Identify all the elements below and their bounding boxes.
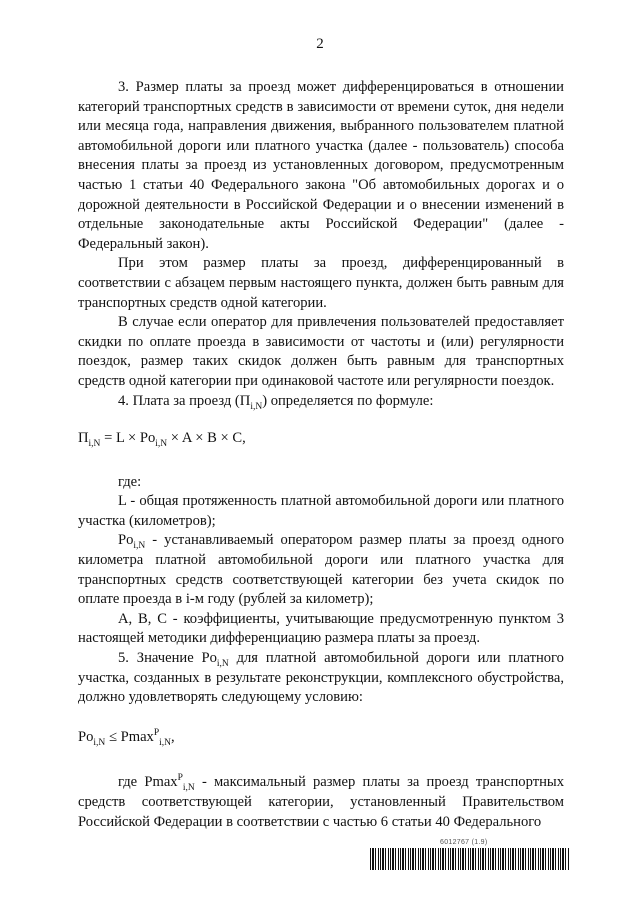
definition-Po: [78, 531, 564, 609]
formula-term: × A × B × C,: [167, 430, 246, 447]
subscript: i,N: [155, 439, 168, 449]
subscript: i,N: [133, 541, 146, 552]
formula-condition: [78, 728, 564, 748]
definition-term: Po: [118, 532, 134, 549]
where-label: где:: [118, 473, 142, 490]
definition-text: - устанавливаемый оператором размер платы за проезд одного километра платной автомобильной дороги или платного участка для транспортных средств соответствующей категории без учета скидок по оплате проезда в i-м году (рублей за километр);: [78, 532, 564, 608]
superscript: P: [153, 727, 160, 738]
subscript: i,N: [182, 783, 195, 794]
document-code: 6012767 (1.9): [440, 839, 488, 846]
formula-term: Po: [78, 728, 94, 745]
paragraph-4-text-end: ) определяется по формуле:: [262, 392, 434, 409]
paragraph-5: [78, 649, 564, 708]
definition-ABC: A, B, C - коэффициенты, учитывающие предусмотренную пунктом 3 настоящей методики дифференциацию размера платы за проезд.: [78, 610, 564, 647]
formula-term: П: [78, 430, 89, 447]
paragraph-5-text-end: для платной автомобильной дороги или платного участка, созданных в результате реконструкции, комплексного обустройства, должно удовлетворять следующему условию:: [78, 650, 564, 706]
paragraph-6: [78, 773, 564, 832]
page-number: 2: [316, 36, 324, 52]
paragraph-4: [78, 392, 564, 412]
formula-term: = L × Po: [100, 430, 156, 447]
definition-L: L - общая протяженность платной автомобильной дороги или платного участка (километров);: [78, 493, 564, 529]
formula-payment: [78, 429, 564, 449]
barcode: [370, 848, 570, 870]
superscript: P: [177, 773, 183, 784]
document-body: [78, 78, 564, 832]
paragraph-4-text: 4. Плата за проезд (П: [118, 392, 251, 409]
subscript: i,N: [159, 737, 172, 748]
paragraph-6-text-end: - максимальный размер платы за проезд транспортных средств соответствующей категории, установленный Правительством Российской Федерации в соответствии с частью 6 статьи 40 Федерального: [78, 774, 564, 830]
subscript: i,N: [88, 439, 101, 449]
formula-term: ,: [171, 728, 175, 745]
subscript: i,N: [250, 401, 263, 412]
formula-term: ≤ Pmax: [105, 728, 154, 745]
subscript: i,N: [93, 737, 106, 748]
paragraph-6-text: где Pmax: [118, 774, 178, 791]
paragraph-5-text: 5. Значение Po: [118, 650, 217, 667]
subscript: i,N: [216, 658, 229, 669]
paragraph-3-part3: В случае если оператор для привлечения пользователей предоставляет скидки по оплате проезда в зависимости от частоты и (или) регулярности поездок, размер таких скидок должен быть равным для транспортных средств одной категории при одинаковой частоте или регулярности поездок.: [78, 314, 564, 389]
paragraph-3-part2: При этом размер платы за проезд, дифференцированный в соответствии с абзацем первым настоящего пункта, должен быть равным для транспортных средств одной категории.: [78, 255, 564, 311]
paragraph-3: 3. Размер платы за проезд может дифференцироваться в отношении категорий транспортных средств в зависимости от времени суток, дня недели или месяца года, направления движения, выбранного пользователем платной автомобильной дороги или платного участка (далее - пользователь) способа внесения платы за проезд из установленных договором, предусмотренным частью 1 статьи 40 Федерального закона "Об автомобильных дорогах и о дорожной деятельности в Российской Федерации и о внесении изменений в отдельные законодательные акты Российской Федерации" (далее - Федеральный закон).: [78, 79, 564, 252]
